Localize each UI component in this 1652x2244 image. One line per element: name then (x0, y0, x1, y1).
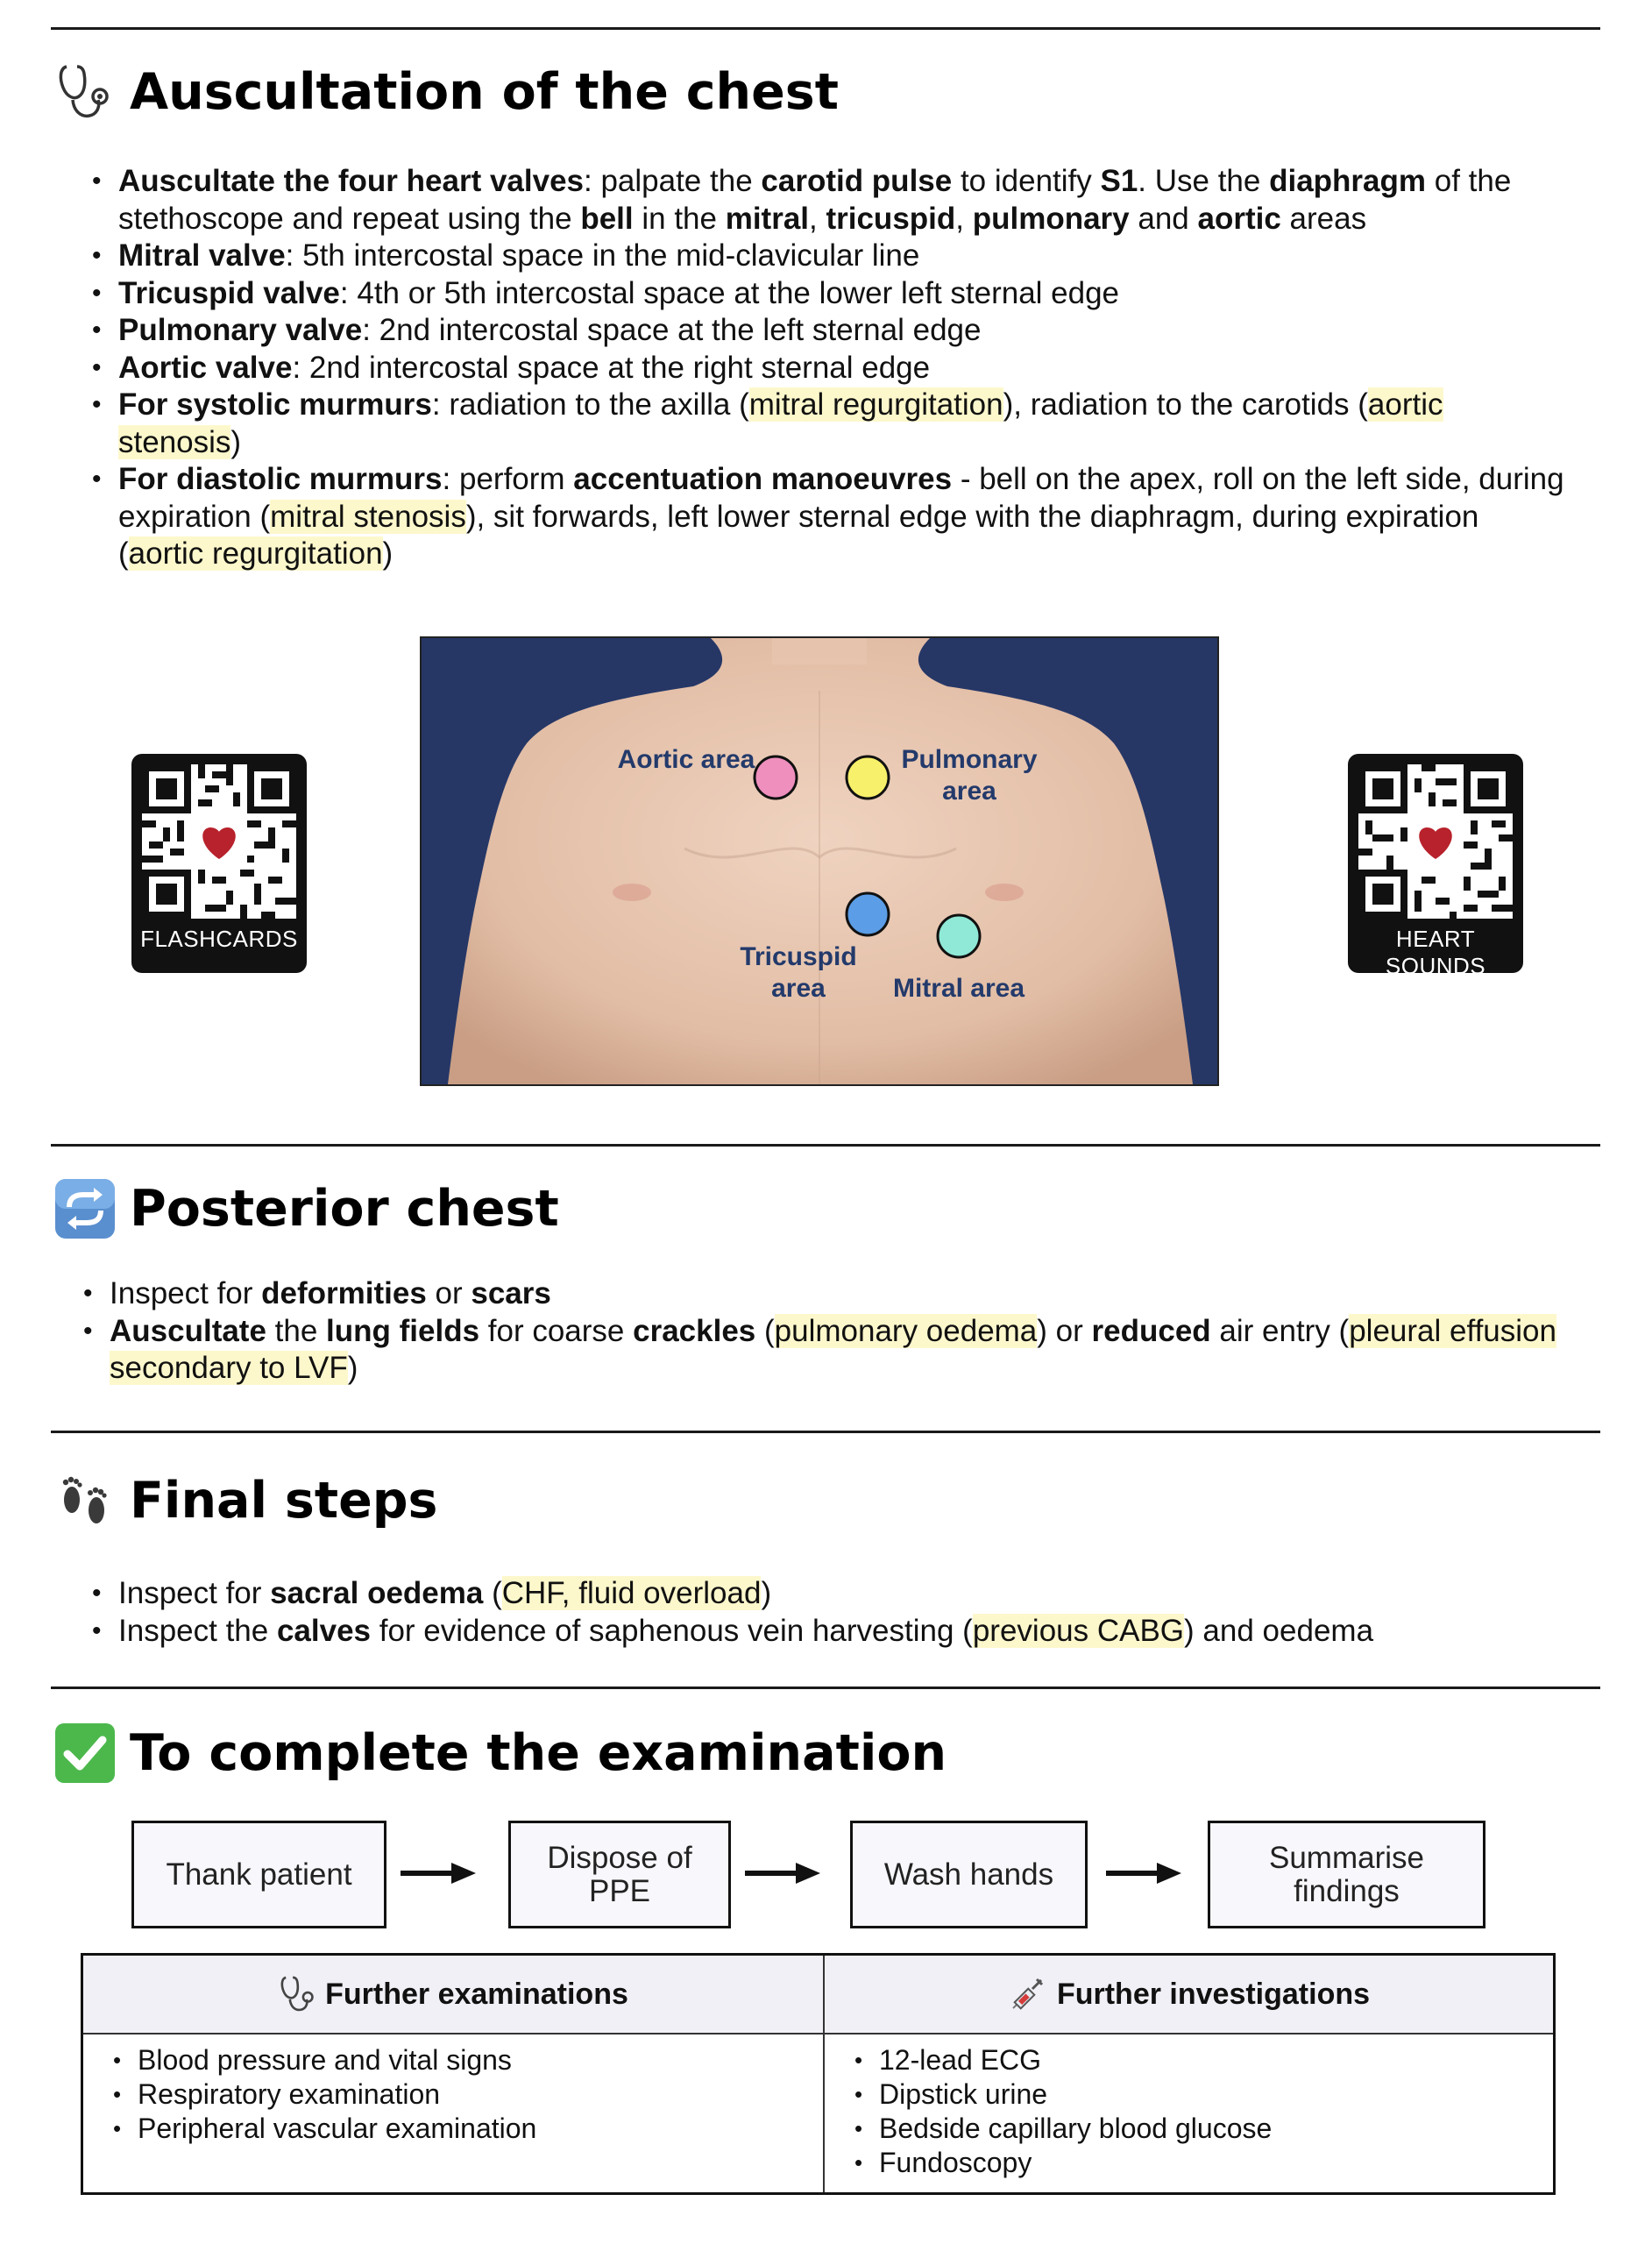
flow-step-thank-patient: Thank patient (131, 1821, 386, 1928)
list-item: • Fundoscopy (854, 2146, 1521, 2180)
list-item: • Aortic valve: 2nd intercostal space at the right sternal edge (92, 350, 1564, 387)
qr-caption: HEART SOUNDS (1385, 926, 1486, 979)
tricuspid-area-label: Tricuspid area (740, 942, 857, 1003)
stethoscope-icon (278, 1974, 318, 2014)
list-item: • Inspect for sacral oedema (CHF, fluid overload) (92, 1575, 1582, 1613)
posterior-list (83, 1275, 1573, 1388)
syringe-icon (1008, 1975, 1046, 2013)
aortic-area-marker (755, 756, 797, 799)
list-item: • Pulmonary valve: 2nd intercostal space at the left sternal edge (92, 312, 1564, 350)
heart-sounds-qr-code[interactable] (1348, 754, 1523, 979)
further-examinations-list (113, 2043, 797, 2146)
table-header-investigations: Further investigations (825, 1956, 1553, 2035)
section-title-final (53, 1468, 437, 1533)
arrow-right-icon (1106, 1860, 1183, 1886)
qr-code-image (1358, 764, 1513, 919)
arrow-right-icon (745, 1860, 822, 1886)
list-item: • Auscultate the lung fields for coarse crackles (pulmonary oedema) or reduced air entry (pleural effusion secondary to LVF) (83, 1313, 1573, 1388)
list-item: • Dipstick urine (854, 2077, 1521, 2112)
list-item: • Auscultate the four heart valves: palpate the carotid pulse to identify S1. Use the diaphragm of the stethoscope and repeat using the bell in the mitral, tricuspid, pulmonary and aortic areas (92, 163, 1564, 238)
further-steps-table (81, 1953, 1556, 2195)
flow-step-dispose-ppe: Dispose of PPE (508, 1821, 731, 1928)
further-investigations-list (854, 2043, 1521, 2180)
mitral-area-marker (938, 915, 980, 957)
section-title-text: Final steps (130, 1472, 438, 1530)
flow-step-summarise-findings: Summarise findings (1208, 1821, 1485, 1928)
tricuspid-area-marker (847, 893, 889, 935)
list-item: • Inspect for deformities or scars (83, 1275, 1573, 1313)
section-title-complete (53, 1721, 947, 1786)
page-title: Auscultation of the chest (130, 63, 839, 121)
final-steps-list (92, 1575, 1582, 1650)
section-title-text: Posterior chest (130, 1180, 559, 1238)
list-item: • Inspect the calves for evidence of saphenous vein harvesting (previous CABG) and oedema (92, 1613, 1582, 1651)
table-header-examinations: Further examinations (83, 1956, 823, 2035)
qr-code-image (142, 764, 296, 919)
repeat-icon (53, 1176, 117, 1241)
list-item: • Peripheral vascular examination (113, 2112, 797, 2146)
auscultation-list (92, 163, 1564, 573)
list-item: • Tricuspid valve: 4th or 5th intercostal space at the lower left sternal edge (92, 275, 1564, 313)
aortic-area-label: Aortic area (617, 745, 755, 774)
flashcards-qr-code[interactable] (131, 754, 307, 973)
section-divider (51, 1431, 1600, 1433)
qr-caption: FLASHCARDS (140, 926, 298, 952)
list-item: • Bedside capillary blood glucose (854, 2112, 1521, 2146)
check-mark-icon (53, 1721, 117, 1786)
list-item: • For systolic murmurs: radiation to the axilla (mitral regurgitation), radiation to the carotids (aortic stenosis) (92, 387, 1564, 461)
section-divider (51, 1687, 1600, 1689)
stethoscope-icon (53, 60, 117, 124)
section-title-text: To complete the examination (130, 1724, 947, 1782)
pulmonary-area-marker (847, 756, 889, 799)
section-title-auscultation (53, 60, 839, 124)
pulmonary-area-label: Pulmonary area (901, 745, 1038, 806)
footprints-icon (53, 1468, 117, 1533)
torso-illustration (422, 638, 1217, 1084)
list-item: • 12-lead ECG (854, 2043, 1521, 2077)
chest-auscultation-figure (420, 636, 1219, 1086)
section-divider (51, 1144, 1600, 1147)
arrow-right-icon (401, 1860, 478, 1886)
mitral-area-label: Mitral area (892, 974, 1025, 1003)
list-item: • Respiratory examination (113, 2077, 797, 2112)
section-divider (51, 27, 1600, 30)
section-title-posterior (53, 1176, 559, 1241)
flow-step-wash-hands: Wash hands (850, 1821, 1088, 1928)
list-item: • Blood pressure and vital signs (113, 2043, 797, 2077)
list-item: • For diastolic murmurs: perform accentuation manoeuvres - bell on the apex, roll on the left side, during expiration (mitral stenosis), sit forwards, left lower sternal edge with the diaphragm, during expiration (aortic regurgitation) (92, 461, 1564, 573)
list-item: • Mitral valve: 5th intercostal space in the mid-clavicular line (92, 238, 1564, 275)
